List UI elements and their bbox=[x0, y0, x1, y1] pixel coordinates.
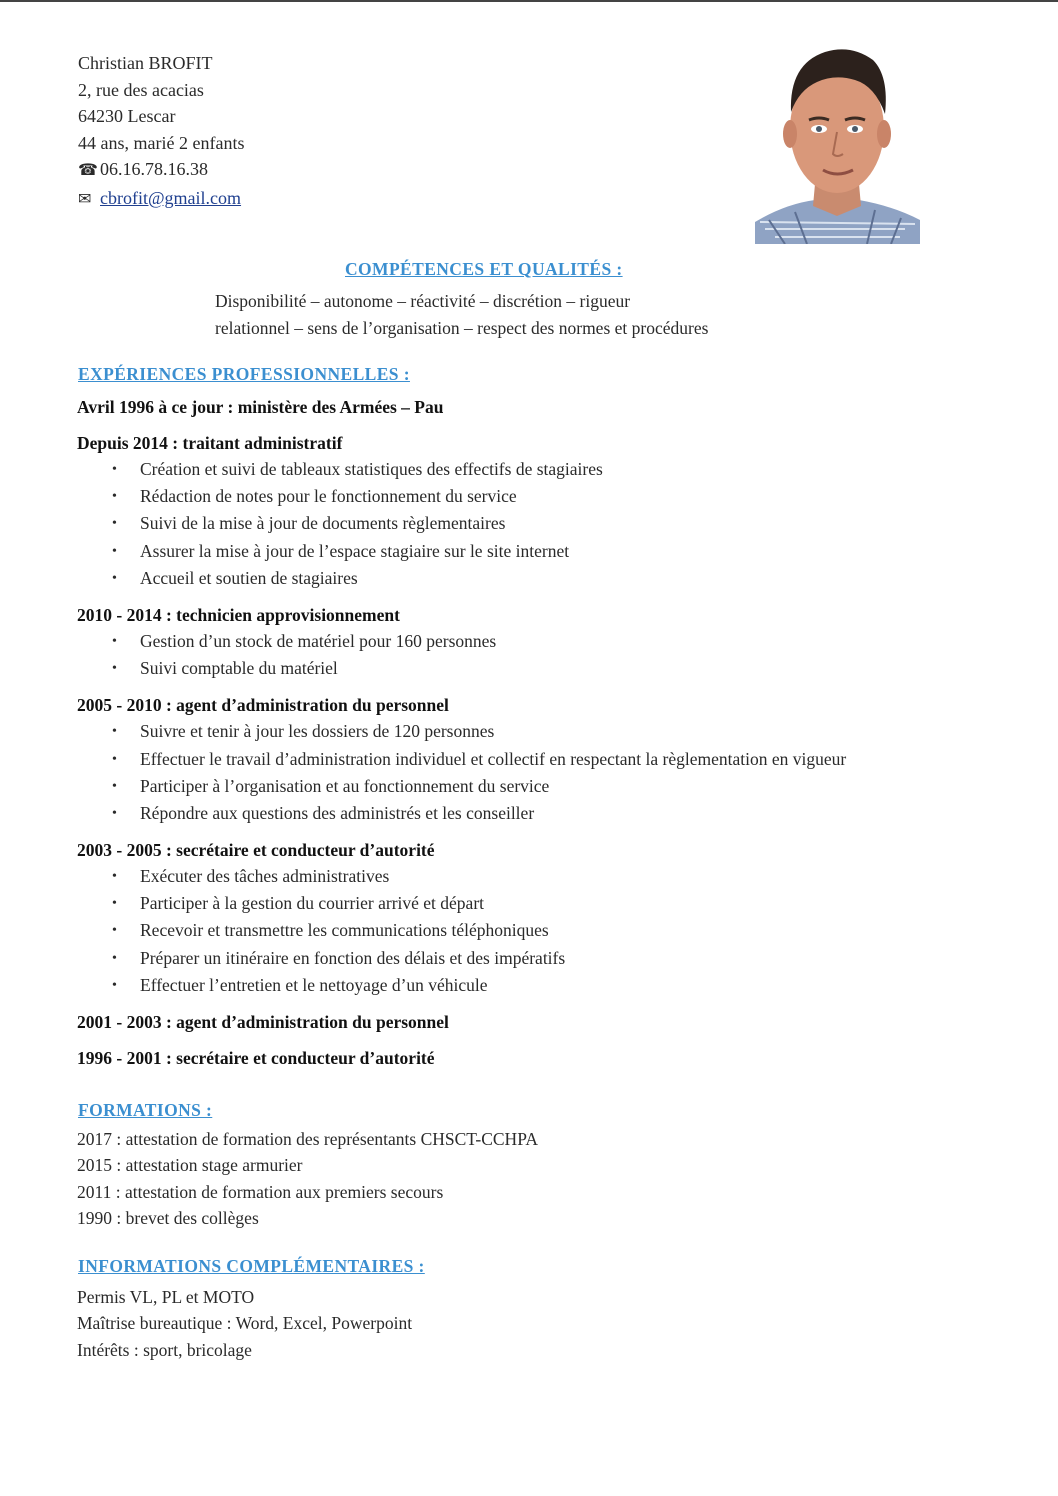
competences-title: COMPÉTENCES ET QUALITÉS : bbox=[345, 259, 623, 279]
list-item: • Répondre aux questions des administrés et les conseiller bbox=[77, 800, 977, 827]
job-task-list bbox=[77, 628, 977, 682]
list-item: • Exécuter des tâches administratives bbox=[77, 863, 977, 890]
info-item: Maîtrise bureautique : Word, Excel, Powerpoint bbox=[77, 1313, 413, 1334]
address-street: 2, rue des acacias bbox=[78, 79, 204, 100]
infos-title: INFORMATIONS COMPLÉMENTAIRES : bbox=[78, 1256, 425, 1276]
list-item: • Effectuer l’entretien et le nettoyage d’un véhicule bbox=[77, 972, 977, 999]
bullet-icon: • bbox=[112, 977, 117, 993]
experiences-section bbox=[77, 394, 977, 1071]
bullet-icon: • bbox=[112, 896, 117, 912]
bullet-icon: • bbox=[112, 633, 117, 649]
list-item: • Assurer la mise à jour de l’espace stagiaire sur le site internet bbox=[77, 538, 977, 565]
formation-item: 2011 : attestation de formation aux premiers secours bbox=[77, 1181, 444, 1202]
formation-item: 2015 : attestation stage armurier bbox=[77, 1155, 303, 1176]
list-item: • Accueil et soutien de stagiaires bbox=[77, 565, 977, 592]
phone-line bbox=[78, 156, 244, 185]
info-item: Permis VL, PL et MOTO bbox=[77, 1287, 255, 1307]
envelope-icon: ✉ bbox=[78, 190, 92, 208]
contact-block bbox=[78, 50, 244, 213]
bullet-icon: • bbox=[112, 570, 117, 586]
email-line bbox=[78, 185, 244, 214]
bullet-icon: • bbox=[112, 543, 117, 559]
bullet-icon: • bbox=[112, 462, 117, 477]
age-family-status: 44 ans, marié 2 enfants bbox=[78, 132, 245, 153]
bullet-icon: • bbox=[112, 489, 117, 505]
job-task-list bbox=[77, 456, 977, 592]
info-item: Intérêts : sport, bricolage bbox=[77, 1339, 252, 1360]
email-link[interactable]: cbrofit@gmail.com bbox=[100, 187, 242, 208]
list-item: • Création et suivi de tableaux statistiques des effectifs de stagiaires bbox=[77, 456, 977, 483]
job-task-list bbox=[77, 863, 977, 999]
employer-heading: Avril 1996 à ce jour : ministère des Armées – Pau bbox=[77, 397, 444, 417]
qualities-line-2: relationnel – sens de l’organisation – respect des normes et procédures bbox=[215, 318, 709, 338]
infos-list bbox=[77, 1284, 412, 1363]
job-heading: Depuis 2014 : traitant administratif bbox=[77, 433, 343, 453]
job-heading: 2005 - 2010 : agent d’administration du personnel bbox=[77, 695, 449, 716]
list-item: • Rédaction de notes pour le fonctionnement du service bbox=[77, 483, 977, 510]
job-heading: 2003 - 2005 : secrétaire et conducteur d’autorité bbox=[77, 840, 435, 861]
formations-title: FORMATIONS : bbox=[78, 1100, 213, 1120]
bullet-icon: • bbox=[112, 950, 117, 966]
bullet-icon: • bbox=[112, 751, 117, 767]
list-item: • Participer à l’organisation et au fonctionnement du service bbox=[77, 773, 977, 800]
bullet-icon: • bbox=[112, 805, 117, 821]
candidate-name: Christian BROFIT bbox=[78, 53, 213, 73]
list-item: • Suivi de la mise à jour de documents règlementaires bbox=[77, 510, 977, 537]
formation-item: 1990 : brevet des collèges bbox=[77, 1207, 259, 1228]
telephone-icon: ☎ bbox=[78, 162, 98, 179]
formations-list bbox=[77, 1126, 538, 1231]
phone-number: 06.16.78.16.38 bbox=[100, 159, 208, 179]
list-item: • Participer à la gestion du courrier arrivé et départ bbox=[77, 890, 977, 917]
job-task-list bbox=[77, 718, 977, 827]
experiences-title: EXPÉRIENCES PROFESSIONNELLES : bbox=[78, 364, 410, 384]
list-item: • Suivre et tenir à jour les dossiers de 120 personnes bbox=[77, 718, 977, 745]
bullet-icon: • bbox=[112, 724, 117, 740]
qualities-line-1: Disponibilité – autonome – réactivité – discrétion – rigueur bbox=[215, 291, 631, 311]
qualities-block bbox=[215, 288, 708, 342]
bullet-icon: • bbox=[112, 923, 117, 939]
bullet-icon: • bbox=[112, 661, 117, 677]
address-city: 64230 Lescar bbox=[78, 106, 176, 126]
bullet-icon: • bbox=[112, 869, 117, 885]
list-item: • Effectuer le travail d’administration individuel et collectif en respectant la règlementation en vigueur bbox=[77, 746, 977, 773]
list-item: • Suivi comptable du matériel bbox=[77, 655, 977, 682]
bullet-icon: • bbox=[112, 516, 117, 532]
formation-item: 2017 : attestation de formation des représentants CHSCT-CCHPA bbox=[77, 1129, 538, 1149]
job-heading: 1996 - 2001 : secrétaire et conducteur d’autorité bbox=[77, 1048, 435, 1068]
profile-photo bbox=[755, 34, 920, 244]
job-heading: 2010 - 2014 : technicien approvisionnement bbox=[77, 604, 400, 625]
list-item: • Recevoir et transmettre les communications téléphoniques bbox=[77, 917, 977, 944]
job-heading: 2001 - 2003 : agent d’administration du personnel bbox=[77, 1012, 449, 1032]
top-border bbox=[0, 0, 1058, 2]
list-item: • Gestion d’un stock de matériel pour 160 personnes bbox=[77, 628, 977, 655]
list-item: • Préparer un itinéraire en fonction des délais et des impératifs bbox=[77, 945, 977, 972]
bullet-icon: • bbox=[112, 778, 117, 794]
